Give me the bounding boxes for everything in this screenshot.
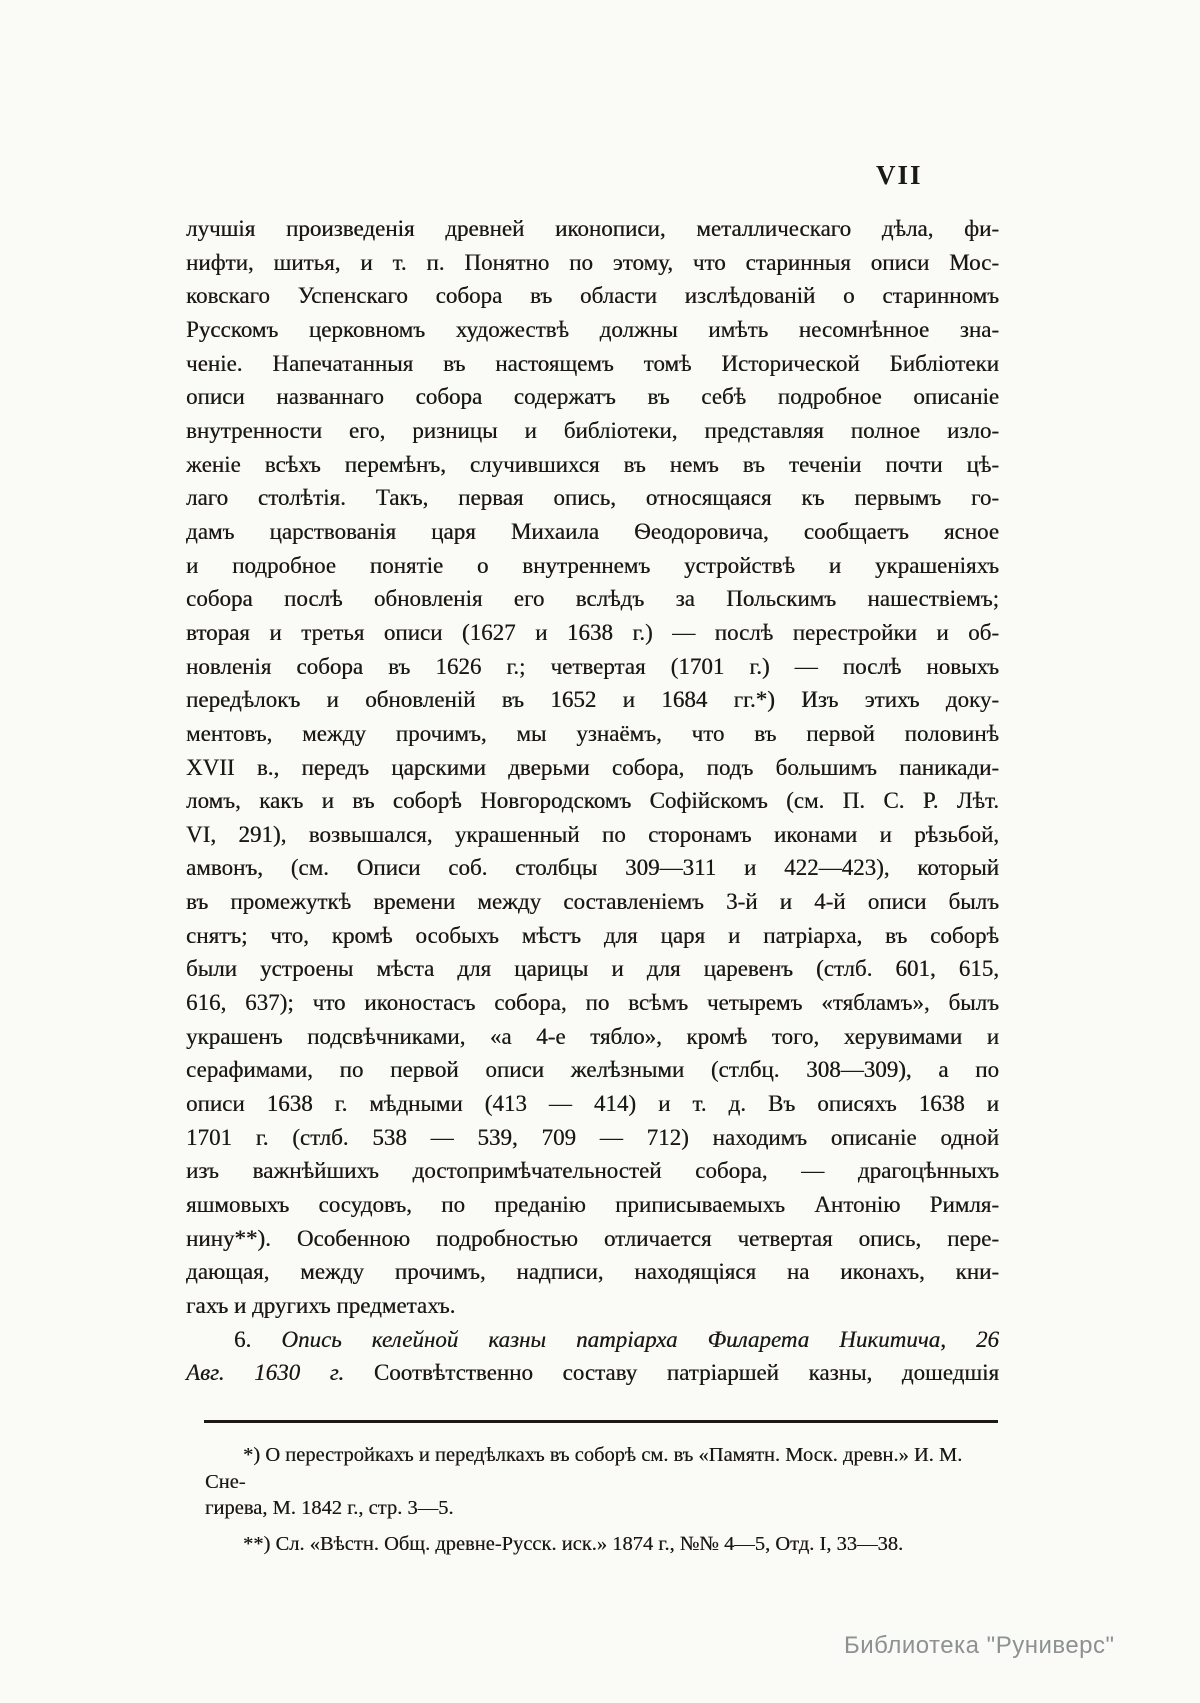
text-line xyxy=(186,1289,999,1323)
text-run: VI, 291), возвышался, украшенный по сторонамъ иконами и рѣзьбой, xyxy=(186,821,999,847)
text-run: ковскаго Успенскаго собора въ области изслѣдованій о старинномъ xyxy=(186,283,999,309)
text-line xyxy=(186,1020,999,1054)
text-run: дающая, между прочимъ, надписи, находящіяся на иконахъ, кни- xyxy=(186,1259,999,1285)
text-run: были устроены мѣста для царицы и для царевенъ (стлб. 601, 615, xyxy=(186,956,999,982)
text-run: вторая и третья описи (1627 и 1638 г.) — послѣ перестройки и об- xyxy=(186,619,999,645)
text-line xyxy=(186,919,999,953)
text-run: 616, 637); что иконостасъ собора, по всѣмъ четыремъ «тябламъ», былъ xyxy=(186,990,999,1016)
text-line xyxy=(186,515,999,549)
text-run: яшмовыхъ сосудовъ, по преданію приписываемыхъ Антонію Римля- xyxy=(186,1192,999,1218)
text-run: описи названнаго собора содержатъ въ себѣ подробное описаніе xyxy=(186,384,999,410)
text-line xyxy=(186,616,999,650)
footnotes xyxy=(205,1442,997,1566)
italic-run: Опись келейной казны патріарха Филарета Никитича, 26 xyxy=(281,1326,999,1352)
footnote xyxy=(205,1442,997,1522)
text-run: ломъ, какъ и въ соборѣ Новгородскомъ Софійскомъ (см. П. С. Р. Лѣт. xyxy=(186,788,999,814)
text-line xyxy=(186,414,999,448)
text-line xyxy=(186,279,999,313)
text-line xyxy=(186,380,999,414)
text-run: XVII в., передъ царскими дверьми собора, подъ большимъ паникади- xyxy=(186,754,999,780)
page-number: VII xyxy=(876,160,923,190)
text-line xyxy=(186,1255,999,1289)
watermark-label: Библиотека "Руниверс" xyxy=(844,1632,1115,1659)
text-line xyxy=(186,1053,999,1087)
text-line xyxy=(186,784,999,818)
text-line xyxy=(186,313,999,347)
text-run: 6. xyxy=(234,1326,282,1352)
footnote-line xyxy=(205,1531,997,1558)
text-run: **) Сл. «Вѣстн. Общ. древне-Русск. иск.» 1874 г., №№ 4—5, Отд. I, 33—38. xyxy=(243,1532,904,1555)
text-run: 1701 г. (стлб. 538 — 539, 709 — 712) находимъ описаніе одной xyxy=(186,1124,999,1150)
text-run: *) О перестройкахъ и передѣлкахъ въ соборѣ см. въ «Памятн. Моск. древн.» И. М. Сне- xyxy=(205,1444,963,1493)
footnote-line xyxy=(205,1495,997,1522)
text-line xyxy=(186,246,999,280)
text-run: женіе всѣхъ перемѣнъ, случившихся въ немъ въ теченіи почти цѣ- xyxy=(186,451,999,477)
text-run: изъ важнѣйшихъ достопримѣчательностей собора, — драгоцѣнныхъ xyxy=(186,1158,999,1184)
text-line xyxy=(186,347,999,381)
text-line xyxy=(186,1222,999,1256)
text-run: новленія собора въ 1626 г.; четвертая (1701 г.) — послѣ новыхъ xyxy=(186,653,999,679)
italic-run: Авг. 1630 г. xyxy=(186,1360,345,1386)
footnote-line xyxy=(205,1442,997,1495)
text-run: Соотвѣтственно составу патріаршей казны, дошедшія xyxy=(344,1360,999,1386)
text-run: гахъ и другихъ предметахъ. xyxy=(186,1293,456,1318)
text-run: собора послѣ обновленія его вслѣдъ за Польскимъ нашествіемъ; xyxy=(186,586,999,612)
text-line xyxy=(186,549,999,583)
text-run: нину**). Особенною подробностью отличается четвертая опись, пере- xyxy=(186,1225,999,1251)
text-run: украшенъ подсвѣчниками, «а 4-е тябло», кромѣ того, херувимами и xyxy=(186,1023,999,1049)
text-run: передѣлокъ и обновленій въ 1652 и 1684 гг.*) Изъ этихъ доку- xyxy=(186,687,999,713)
text-line xyxy=(186,1154,999,1188)
text-line xyxy=(186,986,999,1020)
text-run: ментовъ, между прочимъ, мы узнаёмъ, что въ первой половинѣ xyxy=(186,720,999,746)
text-run: амвонъ, (см. Описи соб. столбцы 309—311 и 422—423), который xyxy=(186,855,999,881)
text-line xyxy=(186,717,999,751)
text-line xyxy=(186,818,999,852)
text-run: лучшія произведенія древней иконописи, металлическаго дѣла, фи- xyxy=(186,216,999,241)
text-run: внутренности его, ризницы и библіотеки, представляя полное изло- xyxy=(186,417,999,443)
text-line xyxy=(186,650,999,684)
text-run: ченіе. Напечатанныя въ настоящемъ томѣ Исторической Библіотеки xyxy=(186,350,999,376)
text-line xyxy=(186,751,999,785)
text-run: лаго столѣтія. Такъ, первая опись, относящаяся къ первымъ го- xyxy=(186,485,999,511)
text-line xyxy=(186,212,999,246)
text-line xyxy=(186,1087,999,1121)
text-line xyxy=(186,952,999,986)
text-run: въ промежуткѣ времени между составленіемъ 3-й и 4-й описи былъ xyxy=(186,889,999,915)
footnote-separator xyxy=(204,1420,998,1423)
main-text xyxy=(186,212,999,1390)
text-line xyxy=(186,582,999,616)
text-run: и подробное понятіе о внутреннемъ устройствѣ и украшеніяхъ xyxy=(186,552,999,578)
text-run: гирева, М. 1842 г., стр. 3—5. xyxy=(205,1497,454,1519)
text-line xyxy=(186,1323,999,1357)
text-line xyxy=(186,448,999,482)
text-line xyxy=(186,481,999,515)
text-line xyxy=(186,1356,999,1390)
text-run: снятъ; что, кромѣ особыхъ мѣстъ для царя и патріарха, въ соборѣ xyxy=(186,922,999,948)
text-line xyxy=(186,885,999,919)
text-line xyxy=(186,851,999,885)
text-run: Русскомъ церковномъ художествѣ должны имѣть несомнѣнное зна- xyxy=(186,316,999,342)
text-run: дамъ царствованія царя Михаила Ѳеодоровича, сообщаетъ ясное xyxy=(186,518,999,544)
text-line xyxy=(186,683,999,717)
text-run: серафимами, по первой описи желѣзными (стлбц. 308—309), а по xyxy=(186,1057,999,1083)
text-line xyxy=(186,1121,999,1155)
text-run: нифти, шитья, и т. п. Понятно по этому, что старинныя описи Мос- xyxy=(186,249,999,275)
text-run: описи 1638 г. мѣдными (413 — 414) и т. д. Въ описяхъ 1638 и xyxy=(186,1091,999,1117)
footnote xyxy=(205,1531,997,1558)
text-line xyxy=(186,1188,999,1222)
